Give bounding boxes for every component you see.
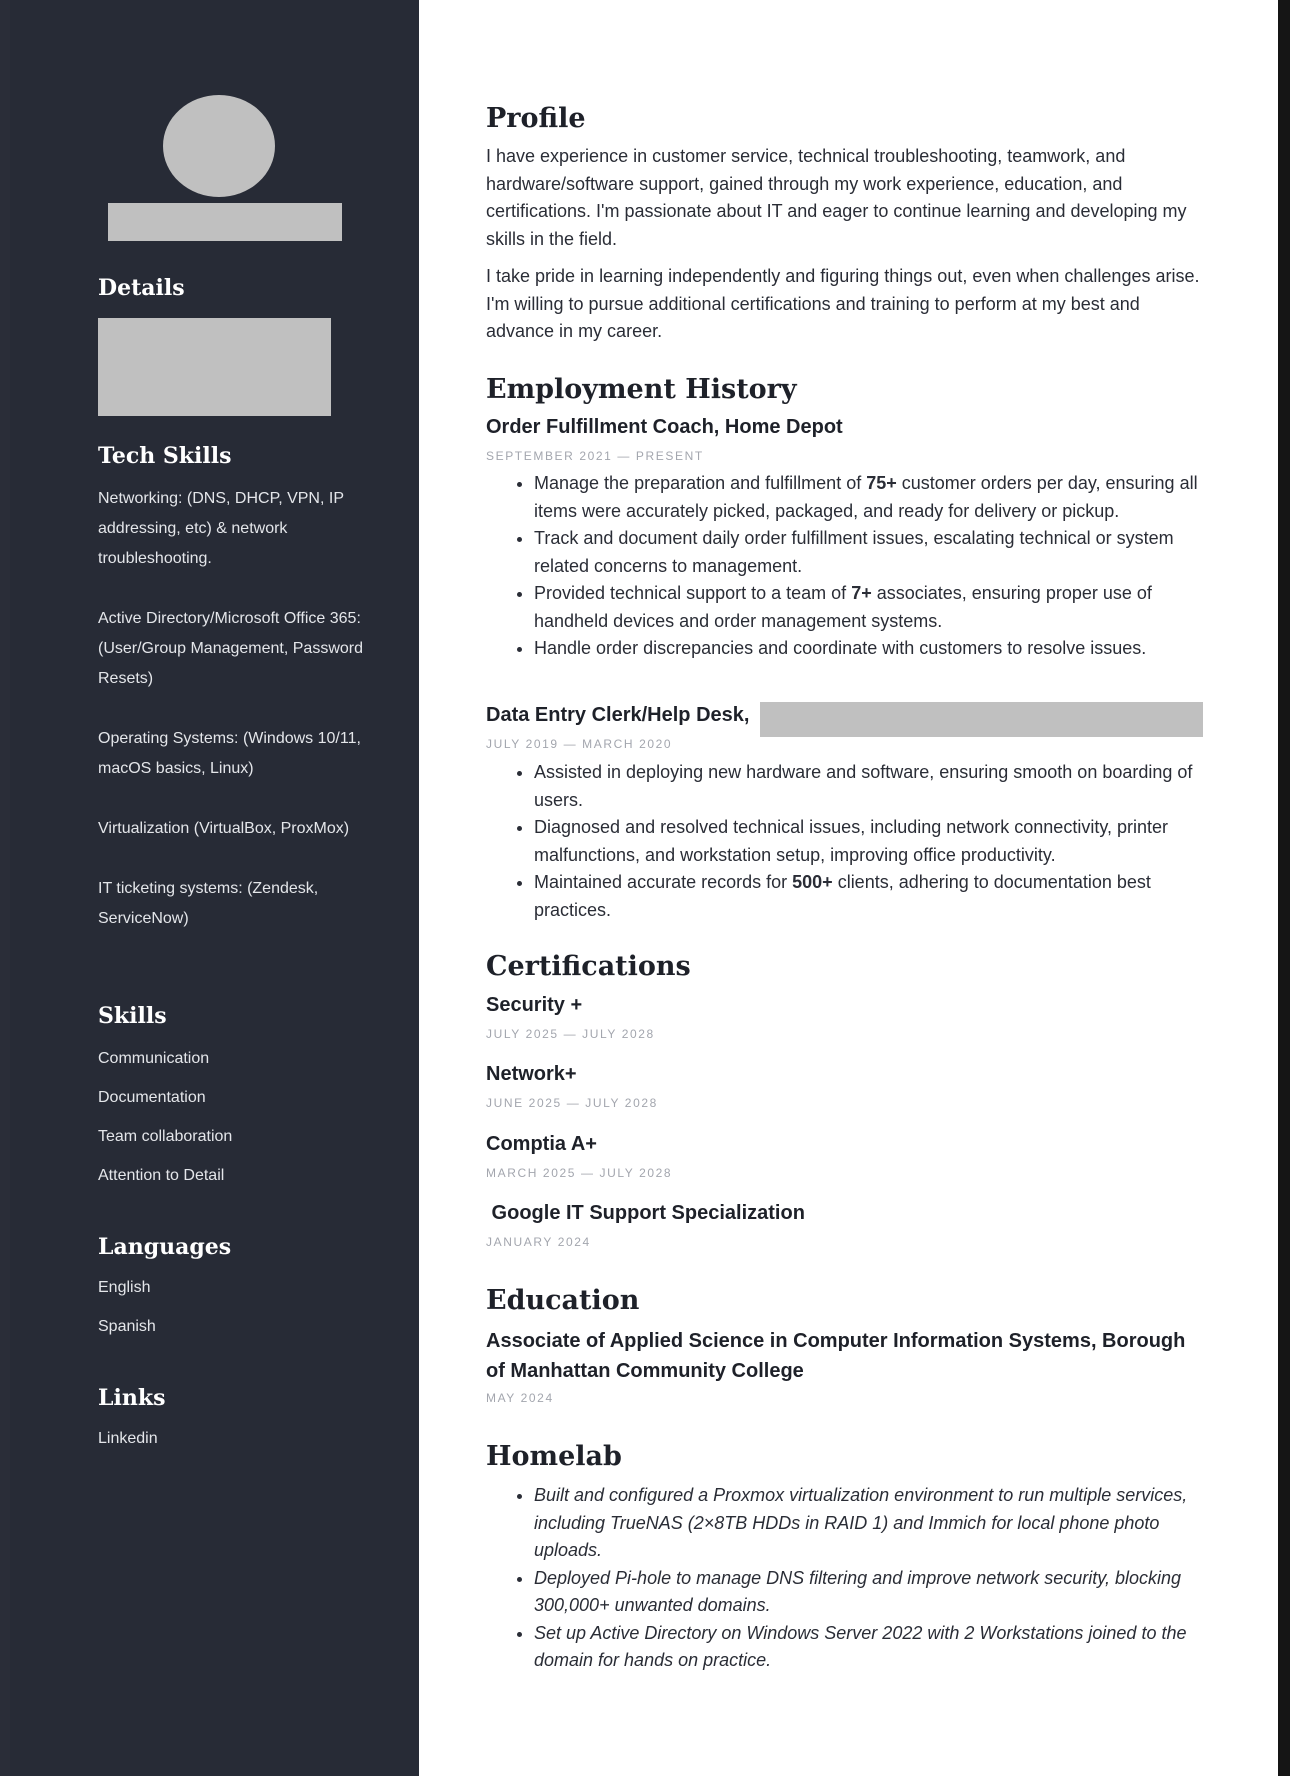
tech-skill-active-directory: Active Directory/Microsoft Office 365: (User/Group Management, Password Resets) [98, 610, 363, 687]
employer-redacted [760, 702, 1203, 737]
job-bullets [486, 759, 1206, 924]
details-heading: Details [98, 275, 185, 301]
language-item: Spanish [98, 1318, 156, 1335]
page-right-edge [1278, 0, 1290, 1776]
education-heading: Education [486, 1285, 640, 1316]
certifications-heading: Certifications [486, 951, 691, 982]
employment-heading: Employment History [486, 374, 797, 405]
bullet-item: • Diagnosed and resolved technical issues, including network connectivity, printer malfunctions, and workstation setup, improving office productivity. [534, 814, 1206, 869]
tech-skill-virtualization: Virtualization (VirtualBox, ProxMox) [98, 820, 350, 837]
languages-heading: Languages [98, 1234, 232, 1260]
education-degree: Associate of Applied Science in Computer Information Systems, Borough of Manhattan Community College [486, 1330, 1186, 1382]
cert-name: Comptia A+ [486, 1133, 597, 1155]
bullet-item: • Set up Active Directory on Windows Server 2022 with 2 Workstations joined to the domain for hands on practice. [534, 1620, 1206, 1675]
language-item: English [98, 1279, 151, 1296]
skill-item: Documentation [98, 1089, 206, 1106]
links-list [98, 1419, 368, 1458]
bullet-item: • Manage the preparation and fulfillment of 75+ customer orders per day, ensuring all items were accurately picked, packaged, and ready for delivery or pickup. [534, 470, 1206, 525]
tech-skills-list [98, 484, 368, 964]
details-redacted [98, 318, 331, 416]
bullet-item: • Provided technical support to a team of 7+ associates, ensuring proper use of handheld devices and order management systems. [534, 580, 1206, 635]
job-title: Data Entry Clerk/Help Desk, [486, 704, 750, 726]
tech-skill-networking: Networking: (DNS, DHCP, VPN, IP addressing, etc) & network troubleshooting. [98, 490, 344, 567]
skill-item: Communication [98, 1050, 210, 1067]
bullet-item: • Assisted in deploying new hardware and software, ensuring smooth on boarding of users. [534, 759, 1206, 814]
education-dates: MAY 2024 [486, 1391, 554, 1405]
homelab-heading: Homelab [486, 1441, 622, 1472]
page-left-edge [0, 0, 10, 1776]
cert-dates: MARCH 2025 — JULY 2028 [486, 1166, 673, 1180]
bullet-item: • Maintained accurate records for 500+ clients, adhering to documentation best practices. [534, 869, 1206, 924]
profile-heading: Profile [486, 103, 586, 134]
cert-name: Security + [486, 994, 583, 1016]
cert-dates: JUNE 2025 — JULY 2028 [486, 1096, 658, 1110]
tech-skills-heading: Tech Skills [98, 443, 232, 469]
languages-list [98, 1268, 368, 1346]
bullet-item: • Built and configured a Proxmox virtualization environment to run multiple services, including TrueNAS (2×8TB HDDs in RAID 1) and Immich for local phone photo uploads. [534, 1482, 1206, 1565]
tech-skill-operating-systems: Operating Systems: (Windows 10/11, macOS basics, Linux) [98, 730, 361, 777]
sidebar [10, 0, 419, 1776]
bullet-item: • Deployed Pi-hole to manage DNS filtering and improve network security, blocking 300,000+ unwanted domains. [534, 1565, 1206, 1620]
skill-item: Attention to Detail [98, 1167, 225, 1184]
job-dates: JULY 2019 — MARCH 2020 [486, 737, 673, 751]
homelab-bullets [486, 1482, 1206, 1675]
tech-skill-ticketing: IT ticketing systems: (Zendesk, ServiceNow) [98, 880, 319, 927]
cert-dates: JULY 2025 — JULY 2028 [486, 1027, 655, 1041]
job-dates: SEPTEMBER 2021 — PRESENT [486, 449, 704, 463]
profile-paragraph-2: I take pride in learning independently and figuring things out, even when challenges arise. I'm willing to pursue additional certifications and training to perform at my best and advance in my career. [486, 266, 1200, 341]
bullet-item: • Handle order discrepancies and coordinate with customers to resolve issues. [534, 635, 1206, 663]
bullet-item: • Track and document daily order fulfillment issues, escalating technical or system related concerns to management. [534, 525, 1206, 580]
profile-paragraph-1: I have experience in customer service, technical troubleshooting, teamwork, and hardware/software support, gained through my work experience, education, and certifications. I'm passionate about IT and eager to continue learning and developing my skills in the field. [486, 146, 1187, 249]
job-bullets [486, 470, 1206, 663]
links-heading: Links [98, 1385, 166, 1411]
linkedin-link[interactable]: Linkedin [98, 1430, 158, 1447]
cert-name: Network+ [486, 1063, 577, 1085]
cert-name: Google IT Support Specialization [486, 1202, 805, 1224]
cert-dates: JANUARY 2024 [486, 1235, 591, 1249]
skills-list [98, 1039, 368, 1195]
skill-item: Team collaboration [98, 1128, 233, 1145]
avatar-redacted [163, 95, 275, 197]
name-redacted [108, 203, 342, 241]
job-title: Order Fulfillment Coach, Home Depot [486, 416, 843, 438]
skills-heading: Skills [98, 1003, 167, 1029]
